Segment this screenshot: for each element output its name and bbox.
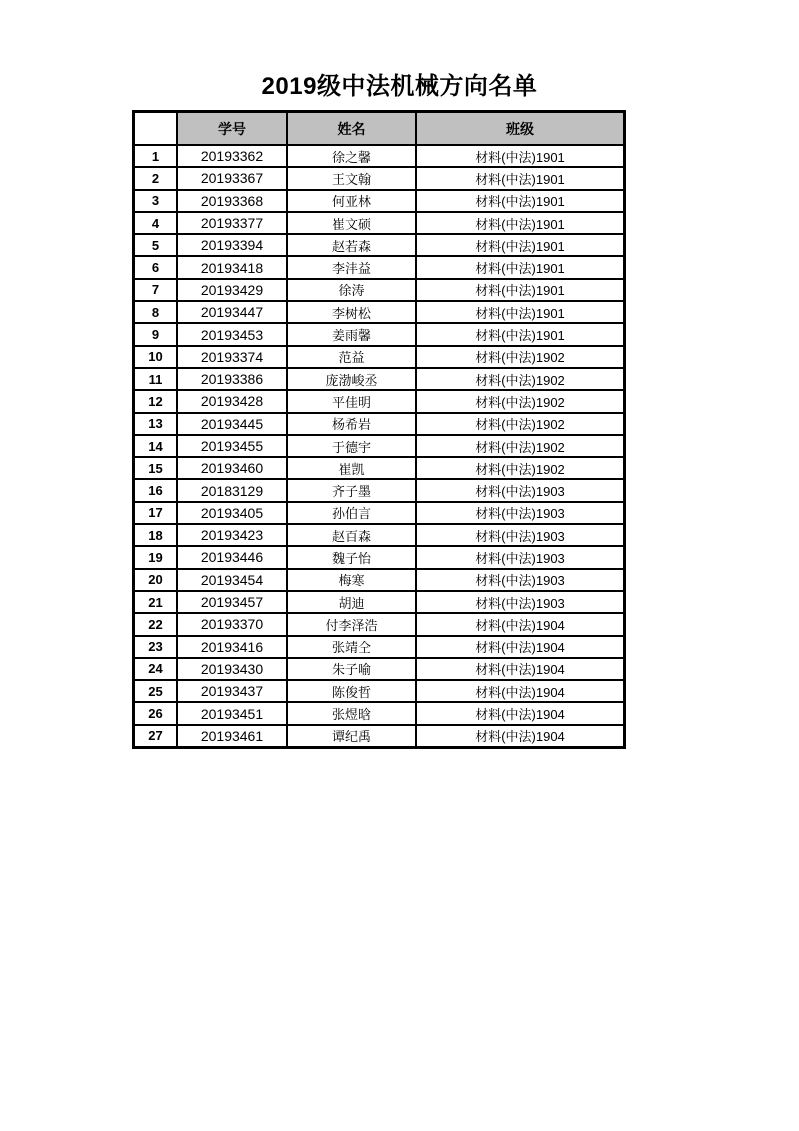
row-index-cell: 24 [134, 658, 178, 680]
class-name-cell: 材料(中法)1904 [416, 658, 625, 680]
student-name-cell: 姜雨馨 [287, 323, 416, 345]
row-index-cell: 6 [134, 256, 178, 278]
header-row [134, 112, 625, 146]
table-row [134, 524, 625, 546]
table-row [134, 212, 625, 234]
table-row [134, 546, 625, 568]
class-name-cell: 材料(中法)1904 [416, 725, 625, 748]
row-index-cell: 8 [134, 301, 178, 323]
table-row [134, 613, 625, 635]
row-index-cell: 15 [134, 457, 178, 479]
student-name-cell: 李树松 [287, 301, 416, 323]
row-index-cell: 9 [134, 323, 178, 345]
student-name-cell: 李沣益 [287, 256, 416, 278]
table-row [134, 457, 625, 479]
class-name-cell: 材料(中法)1903 [416, 591, 625, 613]
row-index-cell: 10 [134, 346, 178, 368]
table-row [134, 301, 625, 323]
student-id-cell: 20193437 [177, 680, 287, 702]
student-id-cell: 20193429 [177, 279, 287, 301]
row-index-cell: 17 [134, 502, 178, 524]
table-row [134, 680, 625, 702]
table-row [134, 323, 625, 345]
student-name-cell: 庞渤峻丞 [287, 368, 416, 390]
student-id-cell: 20193457 [177, 591, 287, 613]
class-name-cell: 材料(中法)1901 [416, 145, 625, 167]
table-row [134, 658, 625, 680]
student-name-cell: 崔文硕 [287, 212, 416, 234]
table-row [134, 346, 625, 368]
table-row [134, 145, 625, 167]
student-name-cell: 平佳明 [287, 390, 416, 412]
class-name-cell: 材料(中法)1901 [416, 190, 625, 212]
student-name-cell: 谭纪禹 [287, 725, 416, 748]
table-row [134, 256, 625, 278]
class-name-cell: 材料(中法)1902 [416, 413, 625, 435]
roster-table [132, 110, 626, 749]
table-row [134, 636, 625, 658]
class-name-cell: 材料(中法)1902 [416, 457, 625, 479]
student-name-cell: 付李泽浩 [287, 613, 416, 635]
table-row [134, 435, 625, 457]
student-name-cell: 范益 [287, 346, 416, 368]
row-index-cell: 16 [134, 479, 178, 501]
student-name-cell: 徐涛 [287, 279, 416, 301]
class-name-cell: 材料(中法)1901 [416, 323, 625, 345]
class-name-cell: 材料(中法)1902 [416, 346, 625, 368]
class-name-cell: 材料(中法)1902 [416, 435, 625, 457]
student-id-cell: 20193370 [177, 613, 287, 635]
table-row [134, 234, 625, 256]
student-id-cell: 20193362 [177, 145, 287, 167]
row-index-cell: 26 [134, 702, 178, 724]
student-id-cell: 20193460 [177, 457, 287, 479]
student-id-cell: 20193394 [177, 234, 287, 256]
table-row [134, 702, 625, 724]
class-name-cell: 材料(中法)1901 [416, 212, 625, 234]
table-row [134, 725, 625, 748]
header-cell-name: 姓名 [287, 112, 416, 146]
student-id-cell: 20193418 [177, 256, 287, 278]
student-name-cell: 于德宇 [287, 435, 416, 457]
class-name-cell: 材料(中法)1903 [416, 569, 625, 591]
table-row [134, 167, 625, 189]
student-id-cell: 20193377 [177, 212, 287, 234]
row-index-cell: 12 [134, 390, 178, 412]
student-id-cell: 20193386 [177, 368, 287, 390]
student-id-cell: 20193445 [177, 413, 287, 435]
row-index-cell: 7 [134, 279, 178, 301]
class-name-cell: 材料(中法)1904 [416, 613, 625, 635]
table-row [134, 279, 625, 301]
student-name-cell: 徐之馨 [287, 145, 416, 167]
row-index-cell: 3 [134, 190, 178, 212]
row-index-cell: 11 [134, 368, 178, 390]
header-cell-index [134, 112, 178, 146]
student-name-cell: 齐子墨 [287, 479, 416, 501]
table-row [134, 413, 625, 435]
row-index-cell: 14 [134, 435, 178, 457]
student-id-cell: 20193374 [177, 346, 287, 368]
student-name-cell: 孙伯言 [287, 502, 416, 524]
student-name-cell: 杨希岩 [287, 413, 416, 435]
table-row [134, 591, 625, 613]
row-index-cell: 13 [134, 413, 178, 435]
student-id-cell: 20193446 [177, 546, 287, 568]
student-name-cell: 王文翰 [287, 167, 416, 189]
student-id-cell: 20193455 [177, 435, 287, 457]
class-name-cell: 材料(中法)1901 [416, 234, 625, 256]
student-id-cell: 20193423 [177, 524, 287, 546]
class-name-cell: 材料(中法)1902 [416, 390, 625, 412]
row-index-cell: 4 [134, 212, 178, 234]
student-name-cell: 朱子喻 [287, 658, 416, 680]
student-id-cell: 20193454 [177, 569, 287, 591]
student-id-cell: 20193367 [177, 167, 287, 189]
row-index-cell: 18 [134, 524, 178, 546]
class-name-cell: 材料(中法)1903 [416, 479, 625, 501]
student-id-cell: 20193430 [177, 658, 287, 680]
student-name-cell: 梅寒 [287, 569, 416, 591]
row-index-cell: 19 [134, 546, 178, 568]
row-index-cell: 2 [134, 167, 178, 189]
student-name-cell: 陈俊哲 [287, 680, 416, 702]
row-index-cell: 21 [134, 591, 178, 613]
row-index-cell: 27 [134, 725, 178, 748]
row-index-cell: 22 [134, 613, 178, 635]
class-name-cell: 材料(中法)1904 [416, 702, 625, 724]
student-id-cell: 20193405 [177, 502, 287, 524]
student-name-cell: 胡迪 [287, 591, 416, 613]
student-name-cell: 何亚林 [287, 190, 416, 212]
student-name-cell: 赵若森 [287, 234, 416, 256]
student-id-cell: 20183129 [177, 479, 287, 501]
student-name-cell: 魏子怡 [287, 546, 416, 568]
table-row [134, 390, 625, 412]
student-name-cell: 张煜晗 [287, 702, 416, 724]
header-cell-class: 班级 [416, 112, 625, 146]
table-row [134, 569, 625, 591]
student-id-cell: 20193416 [177, 636, 287, 658]
row-index-cell: 23 [134, 636, 178, 658]
row-index-cell: 25 [134, 680, 178, 702]
class-name-cell: 材料(中法)1902 [416, 368, 625, 390]
table-row [134, 368, 625, 390]
class-name-cell: 材料(中法)1904 [416, 680, 625, 702]
row-index-cell: 5 [134, 234, 178, 256]
page-title: 2019级中法机械方向名单 [261, 73, 538, 100]
class-name-cell: 材料(中法)1901 [416, 256, 625, 278]
table-header [134, 112, 625, 146]
class-name-cell: 材料(中法)1901 [416, 279, 625, 301]
table-row [134, 479, 625, 501]
table-body [134, 145, 625, 748]
student-name-cell: 张靖仝 [287, 636, 416, 658]
class-name-cell: 材料(中法)1901 [416, 301, 625, 323]
class-name-cell: 材料(中法)1903 [416, 524, 625, 546]
class-name-cell: 材料(中法)1901 [416, 167, 625, 189]
class-name-cell: 材料(中法)1903 [416, 502, 625, 524]
table-row [134, 502, 625, 524]
student-name-cell: 崔凯 [287, 457, 416, 479]
class-name-cell: 材料(中法)1904 [416, 636, 625, 658]
table-row [134, 190, 625, 212]
student-id-cell: 20193368 [177, 190, 287, 212]
student-id-cell: 20193451 [177, 702, 287, 724]
student-name-cell: 赵百森 [287, 524, 416, 546]
student-id-cell: 20193453 [177, 323, 287, 345]
header-cell-student-id: 学号 [177, 112, 287, 146]
class-name-cell: 材料(中法)1903 [416, 546, 625, 568]
student-id-cell: 20193461 [177, 725, 287, 748]
row-index-cell: 1 [134, 145, 178, 167]
row-index-cell: 20 [134, 569, 178, 591]
student-id-cell: 20193428 [177, 390, 287, 412]
student-id-cell: 20193447 [177, 301, 287, 323]
